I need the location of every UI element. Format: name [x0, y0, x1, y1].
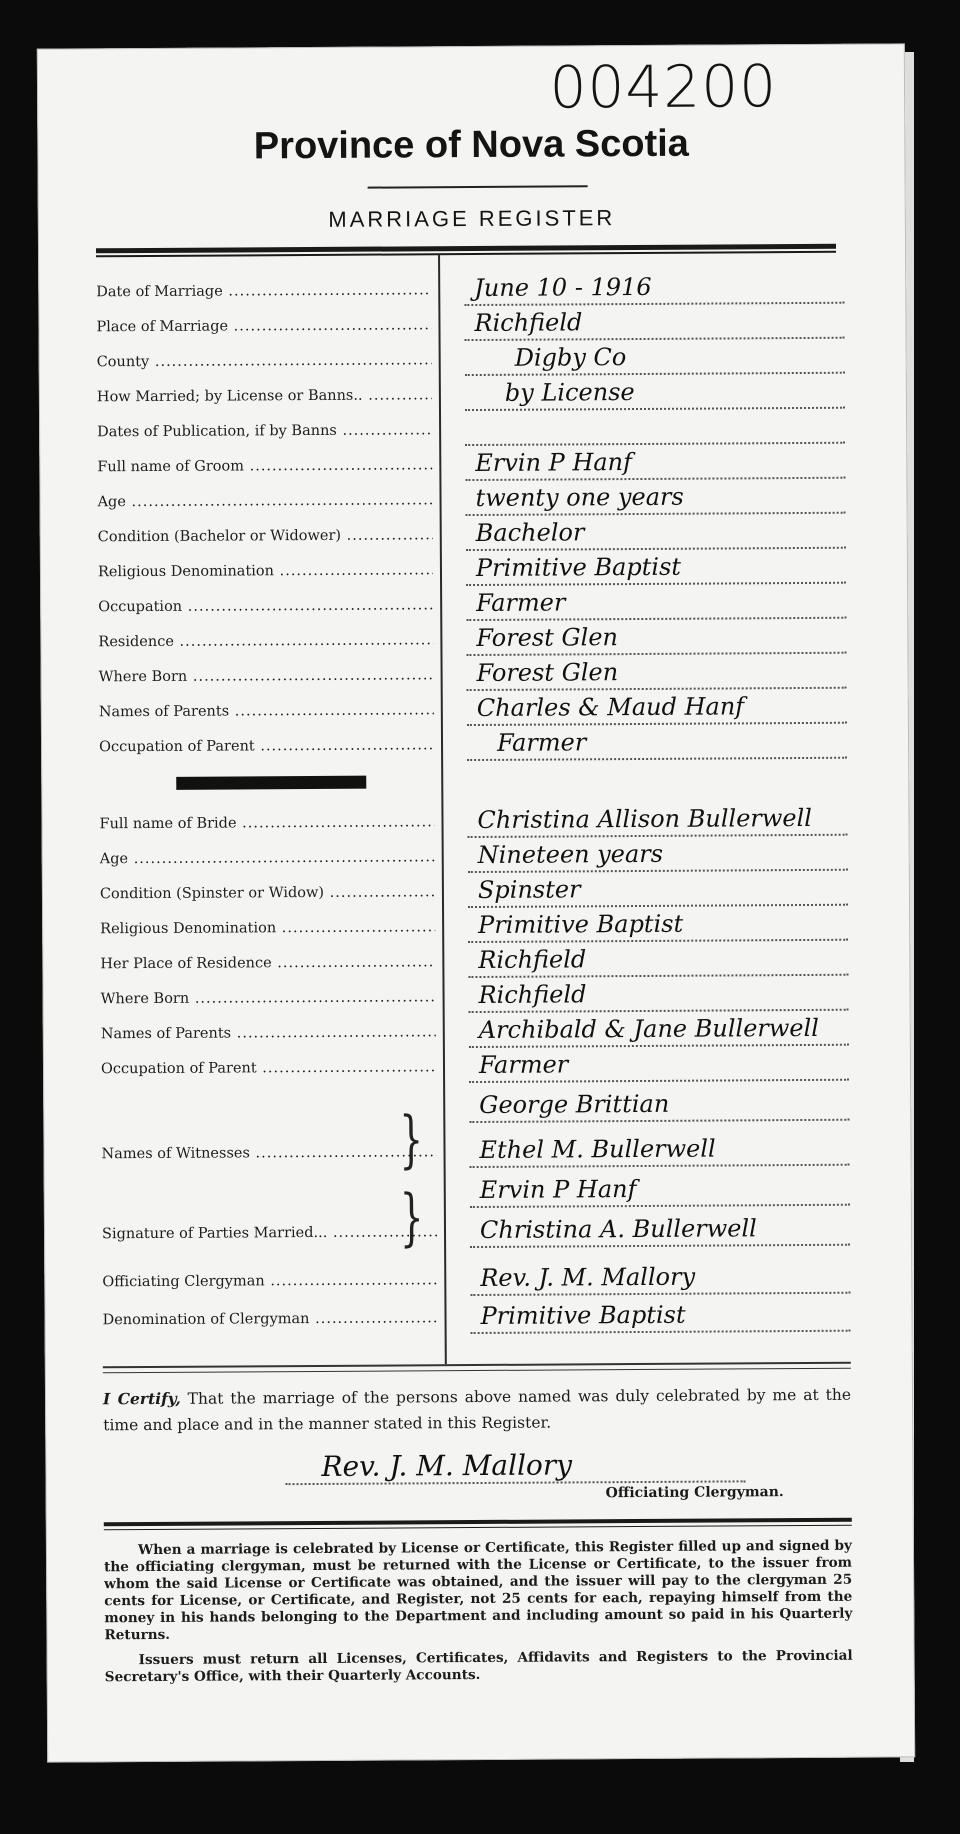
row-groom-name — [97, 447, 845, 486]
field-entry — [469, 1134, 849, 1168]
field-entry — [467, 804, 847, 838]
field-entry — [467, 692, 847, 726]
handwritten-value: Forest Glen — [476, 623, 619, 652]
handwritten-value: Ervin P Hanf — [479, 1175, 637, 1204]
handwritten-value: Christina A. Bullerwell — [479, 1214, 757, 1244]
handwritten-value: Nineteen years — [477, 839, 664, 869]
field-label: Where Born ..... — [99, 667, 434, 685]
row-how-married — [97, 377, 845, 416]
page-subtitle: MARRIAGE REGISTER — [328, 205, 616, 232]
row-bride-name — [99, 804, 847, 843]
field-label: Age ..... — [97, 492, 432, 510]
field-entry — [465, 377, 845, 411]
field-entry — [464, 272, 844, 306]
field-label: Residence ..... — [98, 632, 433, 650]
row-bride-religion — [100, 909, 848, 948]
notice-block — [104, 1538, 853, 1695]
field-label: Dates of Publication, if by Banns ..... — [97, 422, 432, 440]
row-clergy-denomination — [102, 1300, 850, 1339]
handwritten-value: Richfield — [474, 308, 583, 337]
clergy-signature-caption: Officiating Clergyman. — [605, 1484, 784, 1502]
field-label: Signature of Parties Married... ..... — [102, 1224, 437, 1242]
row-groom-occupation — [98, 587, 846, 626]
row-bride-residence — [100, 944, 848, 983]
handwritten-value: Christina Allison Bullerwell — [477, 803, 813, 834]
page-title: Province of Nova Scotia — [253, 122, 689, 168]
row-dates-of-publication — [97, 412, 845, 451]
field-entry — [468, 874, 848, 908]
field-entry — [466, 552, 846, 586]
field-label: Denomination of Clergyman ..... — [102, 1310, 437, 1328]
row-witnesses-label — [101, 1134, 849, 1173]
field-entry — [467, 727, 847, 761]
field-label: Her Place of Residence ..... — [100, 954, 435, 972]
field-entry — [466, 517, 846, 551]
field-label: Condition (Bachelor or Widower) ..... — [98, 527, 433, 545]
row-clergyman — [102, 1262, 850, 1301]
row-groom-parents — [99, 692, 847, 731]
notice-divider — [104, 1518, 852, 1531]
row-groom-birthplace — [99, 657, 847, 696]
field-entry — [464, 307, 844, 341]
handwritten-value: Ethel M. Bullerwell — [479, 1134, 716, 1164]
field-entry — [469, 1014, 849, 1048]
field-label: Full name of Bride ..... — [99, 814, 434, 832]
field-label: Place of Marriage ..... — [96, 317, 431, 335]
certify-heading: I Certify, — [102, 1388, 181, 1409]
field-label: Where Born ..... — [101, 989, 436, 1007]
row-groom-condition — [98, 517, 846, 556]
clergy-signature-line — [285, 1444, 745, 1485]
handwritten-value: Bachelor — [475, 518, 585, 547]
field-label: Religious Denomination ..... — [100, 919, 435, 937]
field-entry — [470, 1300, 850, 1334]
field-label: Names of Parents ..... — [99, 702, 434, 720]
handwritten-value: Primitive Baptist — [480, 1300, 686, 1330]
row-groom-age — [97, 482, 845, 521]
field-label: Age ..... — [100, 849, 435, 867]
notice-paragraph-2: Issuers must return all Licenses, Certificates, Affidavits and Registers to the Provincial Secretary's Office, with their Quarterly Accounts. — [104, 1647, 853, 1686]
row-groom-religion — [98, 552, 846, 591]
field-entry — [470, 1174, 850, 1208]
register-number: 004200 — [549, 52, 778, 122]
field-entry — [468, 909, 848, 943]
field-entry — [470, 1214, 850, 1248]
field-entry — [466, 622, 846, 656]
field-entry — [468, 944, 848, 978]
witnesses-brace: } — [399, 1102, 424, 1176]
title-divider — [368, 185, 588, 188]
field-label: County ..... — [97, 352, 432, 370]
field-label: Date of Marriage ..... — [96, 282, 431, 300]
certification-text — [103, 1382, 851, 1439]
field-label: Occupation of Parent ..... — [99, 737, 434, 755]
handwritten-value: George Brittian — [479, 1089, 670, 1119]
field-label: Occupation of Parent ..... — [101, 1059, 436, 1077]
field-label: Religious Denomination ..... — [98, 562, 433, 580]
signatures-brace: } — [399, 1180, 424, 1254]
handwritten-value: Forest Glen — [476, 658, 619, 687]
field-entry — [465, 447, 845, 481]
field-entry — [465, 482, 845, 516]
handwritten-value: Digby Co — [514, 343, 627, 372]
section-divider — [103, 1362, 851, 1369]
handwritten-value: Spinster — [477, 875, 581, 904]
field-label: Names of Parents ..... — [101, 1024, 436, 1042]
handwritten-value: Primitive Baptist — [478, 909, 684, 939]
handwritten-value: Charles & Maud Hanf — [476, 692, 745, 722]
handwritten-value: Archibald & Jane Bullerwell — [478, 1013, 820, 1044]
row-bride-birthplace — [100, 979, 848, 1018]
notice-paragraph-1: When a marriage is celebrated by License or Certificate, this Register filled up and signed by the officiating clergyman, must be returned with the License or Certificate, to the issuer from whom the said License or Certificate was obtained, and the issuer will pay to the clergyman 25 cents for License, or Certificate, and Register, not 25 cents for each, repaying himself from the money in his hands belonging to the Department and including amount so paid in his Quarterly Returns. — [104, 1537, 853, 1644]
handwritten-value: twenty one years — [475, 482, 684, 512]
row-bride-parents — [101, 1014, 849, 1053]
bride-section-divider — [176, 776, 366, 790]
row-county — [97, 342, 845, 381]
field-entry — [467, 657, 847, 691]
handwritten-value: Farmer — [496, 728, 587, 757]
row-signatures-label — [102, 1214, 850, 1253]
field-entry — [465, 342, 845, 376]
handwritten-value: Farmer — [478, 1050, 569, 1079]
field-label: How Married; by License or Banns.. ..... — [97, 387, 432, 405]
handwritten-value: Richfield — [478, 980, 587, 1009]
field-entry — [469, 1089, 849, 1123]
row-groom-parent-occupation — [99, 727, 847, 766]
row-place-of-marriage — [96, 307, 844, 346]
field-entry — [470, 1262, 850, 1296]
row-bride-condition — [100, 874, 848, 913]
handwritten-value: Richfield — [478, 945, 587, 974]
handwritten-value: Ervin P Hanf — [475, 448, 633, 477]
field-entry — [466, 587, 846, 621]
row-bride-age — [100, 839, 848, 878]
field-label: Occupation ..... — [98, 597, 433, 615]
field-label: Condition (Spinster or Widow) ..... — [100, 884, 435, 902]
row-bride-parent-occupation — [101, 1049, 849, 1088]
field-label: Full name of Groom ..... — [97, 457, 432, 475]
clergy-signature: Rev. J. M. Mallory — [321, 1448, 573, 1483]
header-divider — [96, 244, 836, 258]
row-witness-1 — [101, 1089, 849, 1128]
handwritten-value: Farmer — [476, 588, 566, 617]
field-label: Names of Witnesses ..... — [101, 1144, 436, 1162]
handwritten-value: Primitive Baptist — [475, 552, 682, 582]
row-groom-residence — [98, 622, 846, 661]
section-divider-thin — [103, 1368, 851, 1374]
certify-body: That the marriage of the persons above named was duly celebrated by me at the time and place and in the manner stated in this Register. — [103, 1385, 852, 1435]
handwritten-value: Rev. J. M. Mallory — [480, 1262, 696, 1292]
field-entry — [468, 979, 848, 1013]
field-entry — [469, 1049, 849, 1083]
row-signature-1 — [102, 1174, 850, 1213]
register-document — [37, 43, 915, 1762]
field-label: Officiating Clergyman ..... — [102, 1272, 437, 1290]
row-date-of-marriage — [96, 272, 844, 311]
field-entry — [465, 412, 845, 446]
handwritten-value: June 10 - 1916 — [474, 272, 652, 302]
field-entry — [468, 839, 848, 873]
handwritten-value: by License — [504, 378, 635, 407]
